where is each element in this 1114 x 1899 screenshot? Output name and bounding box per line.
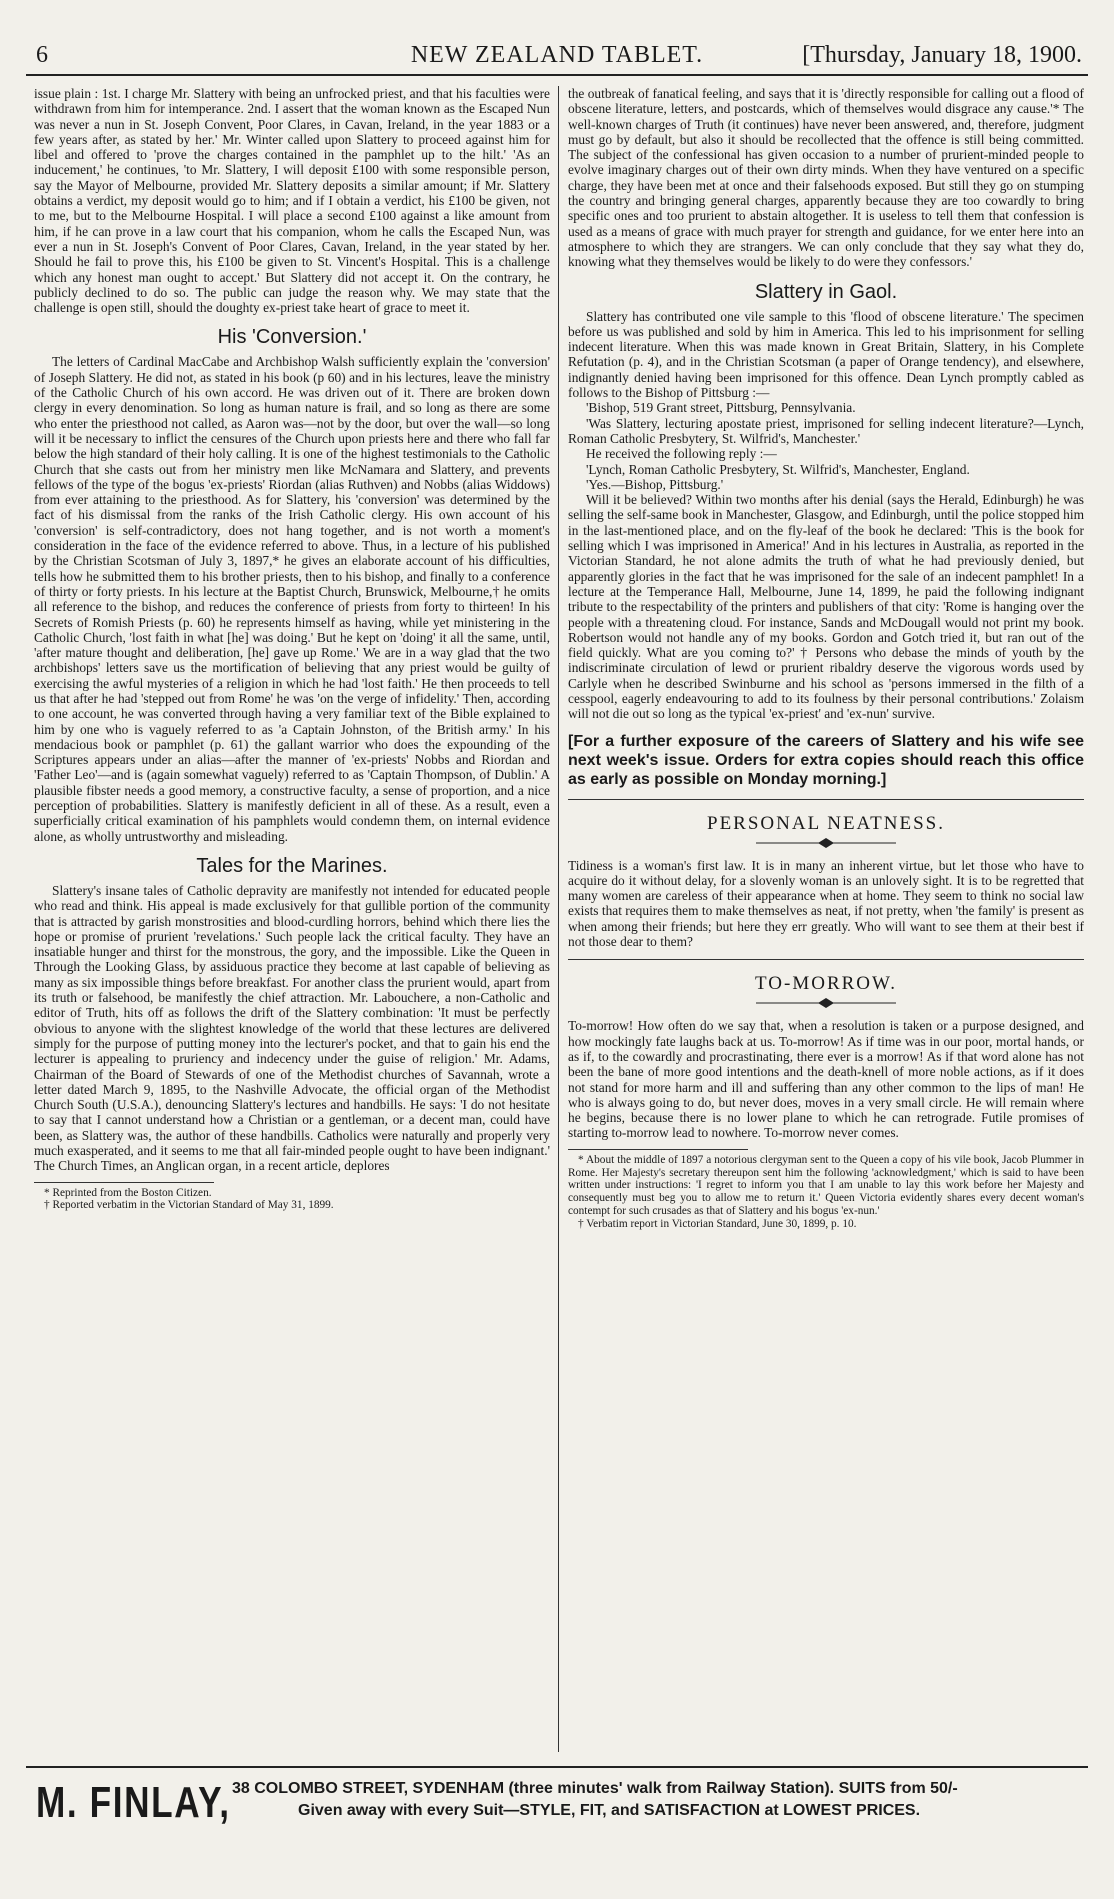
paragraph-tales: Slattery's insane tales of Catholic depravity are manifestly not intended for educated people who read and think. His appeal is made exclusively for that gullible portion of the community that is attracted by garish monstrosities and blood-curdling horrors, behind which there lies the hope or promise of prurient 'revelations.' Such people lack the critical faculty. They have an insatiable hunger and thirst for the monstrous, the gory, and the impossible. Like the Queen in Through the Looking Glass, by assiduous practice they become at last capable of believing as many as six impossible things before breakfast. For another class the prurient would, apart from its truth or falsehood, be manifestly the chief attraction. Mr. Labouchere, a non-Catholic and editor of Truth, hits off as follows the drift of the Slattery combination: 'It must be perfectly obvious to anyone with the slightest knowledge of the world that these lectures are delivered simply for the purpose of putting money into the lecturer's pocket, and that to gain his end the lecturer is appealing to pruriency and indecency under the guise of religion.' Mr. Adams, Chairman of the Board of Stewards of one of the Methodist churches of Savannah, wrote a letter dated March 9, 1895, to the Nashville Advocate, the official organ of the Methodist Church South (U.S.A.), denouncing Slattery's lectures and handbills. He says: 'I do not hesitate to say that I cannot understand how a Christian or a gentleman, or a decent man, could have been, as Slattery was, the author of these handbills. Catholics were naturally and properly very much exasperated, and it seems to me that all fair-minded people ought to have been indignant.' The Church Times, an Anglican organ, in a recent article, deplores bbox=[34, 882, 550, 1174]
footnote-victorian: † Reported verbatim in the Victorian Standard of May 31, 1899. bbox=[44, 1199, 334, 1212]
heading-tales-for-the-marines: Tales for the Marines. bbox=[196, 854, 388, 877]
heading-personal-neatness: PERSONAL NEATNESS. bbox=[707, 812, 945, 834]
page-header bbox=[26, 34, 1088, 76]
paragraph-reply-intro: He received the following reply :— bbox=[586, 446, 777, 462]
editorial-note: [For a further exposure of the careers of Slattery and his wife see next week's issue. Orders for extra copies should reach this office as early as possible on Monday morning.] bbox=[568, 732, 1084, 788]
advert-rule bbox=[26, 1766, 1088, 1768]
section-rule bbox=[568, 799, 1084, 800]
footnote-queen: * About the middle of 1897 a notorious clergyman sent to the Queen a copy of his vile book, Jacob Plummer in Rome. Her Majesty's secretary thereupon sent him the following 'acknowledgment,' which is said to have been written under instructions: 'I regret to inform you that I am unable to lay this work before her Majesty and consequently must beg you to allow me to return it.' Queen Victoria evidently shares every decent woman's contempt for such crusades as that of Slattery and his bogus 'ex-nun.' bbox=[568, 1153, 1084, 1217]
masthead-title: NEW ZEALAND TABLET. bbox=[410, 42, 704, 68]
paragraph-church-times: the outbreak of fanatical feeling, and says that it is 'directly responsible for calling out a flood of obscene literature, letters, and postcards, which of themselves would disgrace any cause.'* The well-known charges of Truth (it continues) have never been answered, and, therefore, judgment must go by default, but also it should be recollected that the offence is still being committed. The subject of the confessional has given occasion to a number of prurient-minded people to evolve imaginary charges out of their own dirty minds. When they have ventured on a specific charge, they have been met at once and their falsehoods exposed. But still they go on stumping the country and bringing general charges, apparently because they are too cowardly to bring specific ones and too prurient to abstain altogether. It is useless to tell them that confession is used as a means of grace with much prayer for strength and guidance, for we enter here into an atmosphere to which they are strangers. We can only conclude that they say what they do, knowing what they themselves would be likely to do were they confessors.' bbox=[568, 86, 1084, 270]
paragraph-challenge: issue plain : 1st. I charge Mr. Slattery with being an unfrocked priest, and that his faculties were withdrawn from him for intemperance. 2nd. I assert that the woman known as the Escaped Nun was never a nun in St. Joseph Convent, Poor Clares, in Cavan, Ireland, in the year 1883 or a few years after, as stated by her.' Mr. Winter called upon Slattery to proceed against him for libel and offered to 'prove the charges contained in the pamphlet up to the hilt.' 'As an inducement,' he continues, 'to Mr. Slattery, I will deposit £100 with some responsible person, say the Mayor of Melbourne, provided Mr. Slattery deposits a similar amount; if Mr. Slattery obtains a verdict, my deposit would go to him; and if I obtain a verdict, his £100 be given, not to me, but to the Melbourne Hospital. I will place a second £100 against a like amount from him, if he can prove in a law court that his companion, whom he calls the Escaped Nun, was ever a nun in St. Joseph's Convent of Poor Clares, Cavan, Ireland, in the year stated by her. Should he fail to prove this, his £100 be given to St. Vincent's Hospital. This is a challenge which any honest man ought to accept.' But Slattery did not accept it. On the contrary, he publicly declined to do so. The public can judge the reason why. We may state that the challenge is open still, should the doughty ex-priest take heart of grace to meet it. bbox=[34, 86, 550, 316]
paragraph-gaol: Slattery has contributed one vile sample to this 'flood of obscene literature.' The specimen before us was published and sold by him in America. This led to his imprisonment for selling indecent literature. When this was made known in Great Britain, Slattery, in his Complete Refutation (p. 4), and in the Christian Scotsman (a paper of Orange tendency), and elsewhere, indignantly denied having been imprisoned for this offence. Dean Lynch promptly cabled as follows to the Bishop of Pittsburg :— bbox=[568, 308, 1084, 401]
paragraph-cable-question: 'Was Slattery, lecturing apostate priest, imprisoned for selling indecent literature?—Lynch, Roman Catholic Presbytery, St. Wilfrid's, Manchester.' bbox=[568, 415, 1084, 446]
footnote-verbatim: † Verbatim report in Victorian Standard, June 30, 1899, p. 10. bbox=[578, 1217, 857, 1230]
paragraph-neatness: Tidiness is a woman's first law. It is in many an inherent virtue, but let those who have to acquire do it without delay, for a slovenly woman is an unlovely sight. It is to be regretted that many women are careless of their appearance when at home. They seem to think no social law exists that requires them to make themselves as neat, if not pretty, when 'the family' is present as when among their friends; but here they err greatly. Who will want to see them at their best if not those dear to them? bbox=[568, 857, 1084, 950]
section-rule bbox=[568, 959, 1084, 960]
paragraph-conversion: The letters of Cardinal MacCabe and Archbishop Walsh sufficiently explain the 'conversion' of Joseph Slattery. He did not, as stated in his book (p 60) and in his lectures, leave the ministry of the Catholic Church of his own accord. He was driven out of it. There are broken down clergy in every denomination. So long as human nature is frail, and so long as there are some who enter the priesthood not called, as Aaron was—not by the door, but over the wall—so long will it be necessary to inflict the censures of the Church upon priests here and there who fall far below the high standard of their holy calling. It is one of the highest testimonials to the Catholic Church that she casts out from her ministry men like McNamara and Slattery, and prevents fellows of the type of the bogus 'ex-priests' Riordan (alias Ruthven) and Nobbs (alias Widdows) from ever attaining to the priesthood. As for Slattery, his 'conversion' was determined by the fact of his dismissal from the ranks of the Irish Catholic clergy. His own account of his 'conversion' is self-contradictory, does not hang together, and is not worth a moment's consideration in the face of the evidence referred to above. Thus, in a lecture of his published by the Christian Scotsman of July 3, 1897,* he gives an elaborate account of his difficulties, tells how he submitted them to his brother priests, then to his bishop, and finally to a conference of thirty or forty priests. In his lecture at the Baptist Church, Brunswick, Melbourne,† he omits all reference to the bishop, and reduces the conference of priests from forty to thirteen! In his Secrets of Romish Priests (p. 60) he represents himself as having, while yet ministering in the Catholic Church, 'lost faith in what [he] was doing.' But he kept on 'doing' it all the same, until, 'after mature thought and deliberation, [he] gave up Rome.' We are in a way glad that the two archbishops' letters save us the mortification of believing that any priest would be guilty of exercising the awful mysteries of a religion in which he had 'lost faith.' He then proceeds to tell us that after he had 'stepped out from Rome' he was 'on the verge of infidelity.' Then, according to one account, he was converted through having a very familiar text of the Bible explained to him by one who is vaguely referred to as 'a Captain Johnston, of the British army.' In his mendacious book or pamphlet (p. 61) the gallant warrior who does the expounding of the Scriptures appears under an alias—after the manner of 'ex-priests' Nobbs and Riordan and 'Father Leo'—and is (again somewhat vaguely) referred to as 'Captain Thompson, of Dublin.' A plausible fibster needs a good memory, a constructive faculty, a sense of proportion, and a nice perception of probabilities. Slattery is manifestly deficient in all of these. As a result, even a superficially critical examination of his pamphlets would condemn them, on internal evidence alone, as wholly untrustworthy and misleading. bbox=[34, 354, 550, 844]
heading-slattery-in-gaol: Slattery in Gaol. bbox=[754, 280, 898, 303]
advert-offer: Given away with every Suit—STYLE, FIT, and SATISFACTION at LOWEST PRICES. bbox=[298, 1802, 921, 1819]
issue-date: [Thursday, January 18, 1900. bbox=[802, 42, 1082, 68]
footnote-rule bbox=[568, 1149, 748, 1150]
footnote-boston: * Reprinted from the Boston Citizen. bbox=[44, 1186, 212, 1199]
ornament-divider bbox=[756, 998, 896, 1008]
paragraph-believed: Will it be believed? Within two months after his denial (says the Herald, Edinburgh) he was selling the self-same book in Manchester, Glasgow, and Edinburgh, until the police stopped him in the last-mentioned place, and on the fly-leaf of the book he declared: 'This is the book for selling which I was imprisoned in America!' And in his lectures in Australia, as reported in the Victorian Standard, he not alone admits the truth of what he had previously denied, but apparently glories in the fact that he was imprisoned for the sale of an indecent pamphlet! In a lecture at the Temperance Hall, Melbourne, June 14, 1899, he paid the following indignant tribute to the respectability of the printers and publishers of that city: 'Rome is hanging over the people with a threatening cloud. For instance, Sands and McDougall would not print my book. Robertson would not handle any of my books. Gordon and Gotch tried it, but ran out of the field quickly. What are you coming to?' † Persons who debase the minds of youth by the indiscriminate circulation of lewd or prurient ribaldry deserve the vigorous words used by Carlyle when he described Swinburne and his school as 'persons immersed in the filth of a cesspool, eagerly endeavouring to add to its foulness by their personal contributions.' Zolaism will not die out so long as the typical 'ex-priest' and 'ex-nun' survive. bbox=[568, 492, 1084, 722]
advert-name: M. FINLAY, bbox=[36, 1778, 231, 1827]
column-divider bbox=[558, 86, 559, 1752]
page-number: 6 bbox=[36, 42, 48, 68]
heading-conversion: His 'Conversion.' bbox=[217, 326, 367, 349]
ornament-divider bbox=[756, 838, 896, 848]
paragraph-reply-address: 'Lynch, Roman Catholic Presbytery, St. Wilfrid's, Manchester, England. bbox=[586, 461, 970, 477]
advert-address: 38 COLOMBO STREET, SYDENHAM (three minutes' walk from Railway Station). SUITS from 50/- bbox=[232, 1780, 958, 1797]
footnote-rule bbox=[34, 1182, 214, 1183]
paragraph-to-morrow: To-morrow! How often do we say that, when a resolution is taken or a purpose designed, and how mockingly fate laughs back at us. To-morrow! As if time was in our poor, mortal hands, or as if, to the cowardly and procrastinating, there ever is a morrow! As if that word alone has not been the bane of more good intentions and the death-knell of more noble actions, as if it does not stand for more harm and ill and suffering than any other common to the lips of man! He who is always going to do, but never does, moves in a very small circle. He will remain where he begins, because there is no lower plane to which he can retrograde. Futile promises of starting to-morrow lead to nowhere. To-morrow never comes. bbox=[568, 1018, 1084, 1141]
left-column bbox=[34, 86, 550, 1752]
paragraph-cable-address: 'Bishop, 519 Grant street, Pittsburg, Pennsylvania. bbox=[586, 400, 856, 416]
heading-to-morrow: TO-MORROW. bbox=[755, 973, 897, 995]
right-column bbox=[568, 86, 1084, 1752]
paragraph-reply-answer: 'Yes.—Bishop, Pittsburg.' bbox=[586, 476, 724, 492]
